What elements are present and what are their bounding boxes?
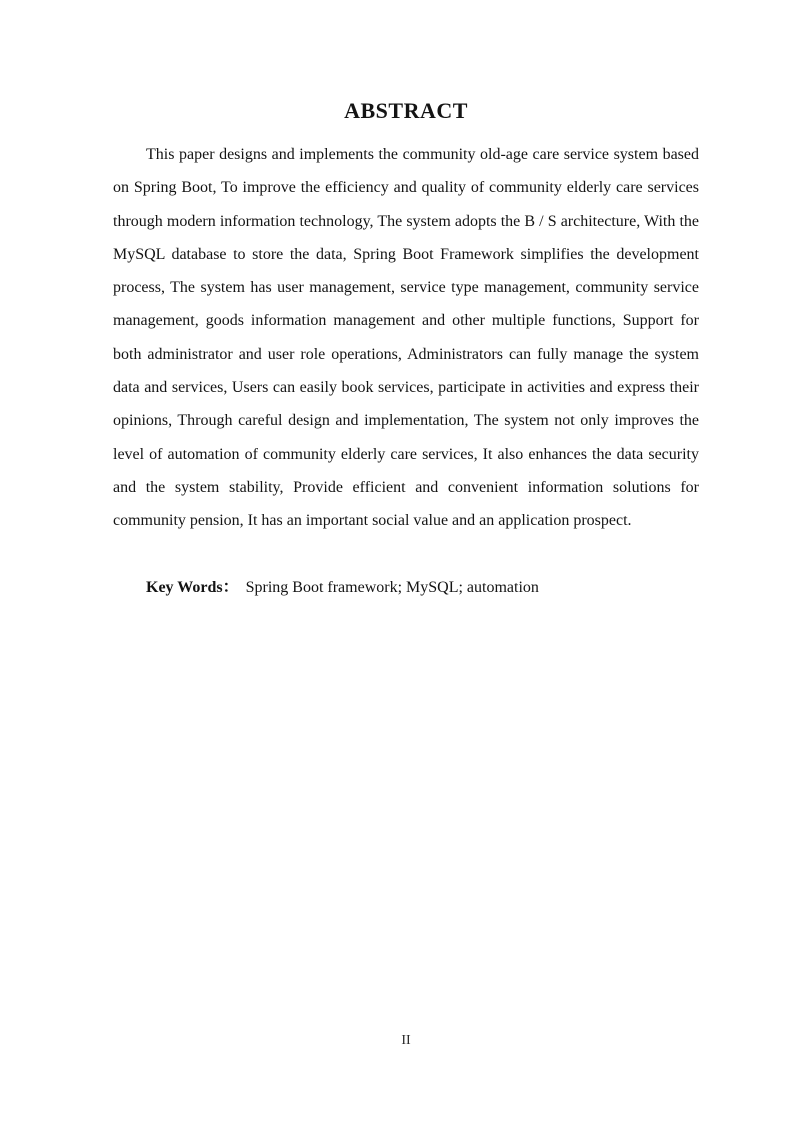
page-content [113, 94, 699, 604]
keywords-line [113, 571, 699, 604]
page-number: II [401, 1033, 411, 1048]
page-title: ABSTRACT [344, 98, 468, 123]
abstract-paragraph: This paper designs and implements the community old-age care service system based on Spring Boot, To improve the efficiency and quality of community elderly care services through modern information technology, The system adopts the B / S architecture, With the MySQL database to store the data, Spring Boot Framework simplifies the development process, The system has user management, service type management, community service management, goods information management and other multiple functions, Support for both administrator and user role operations, Administrators can fully manage the system data and services, Users can easily book services, participate in activities and express their opinions, Through careful design and implementation, The system not only improves the level of automation of community elderly care services, It also enhances the data security and the system stability, Provide efficient and convenient information solutions for community pension, It has an important social value and an application prospect. [113, 146, 699, 530]
keywords-label: Key Words： [146, 578, 239, 596]
keywords-text: Spring Boot framework; MySQL; automation [245, 578, 539, 596]
